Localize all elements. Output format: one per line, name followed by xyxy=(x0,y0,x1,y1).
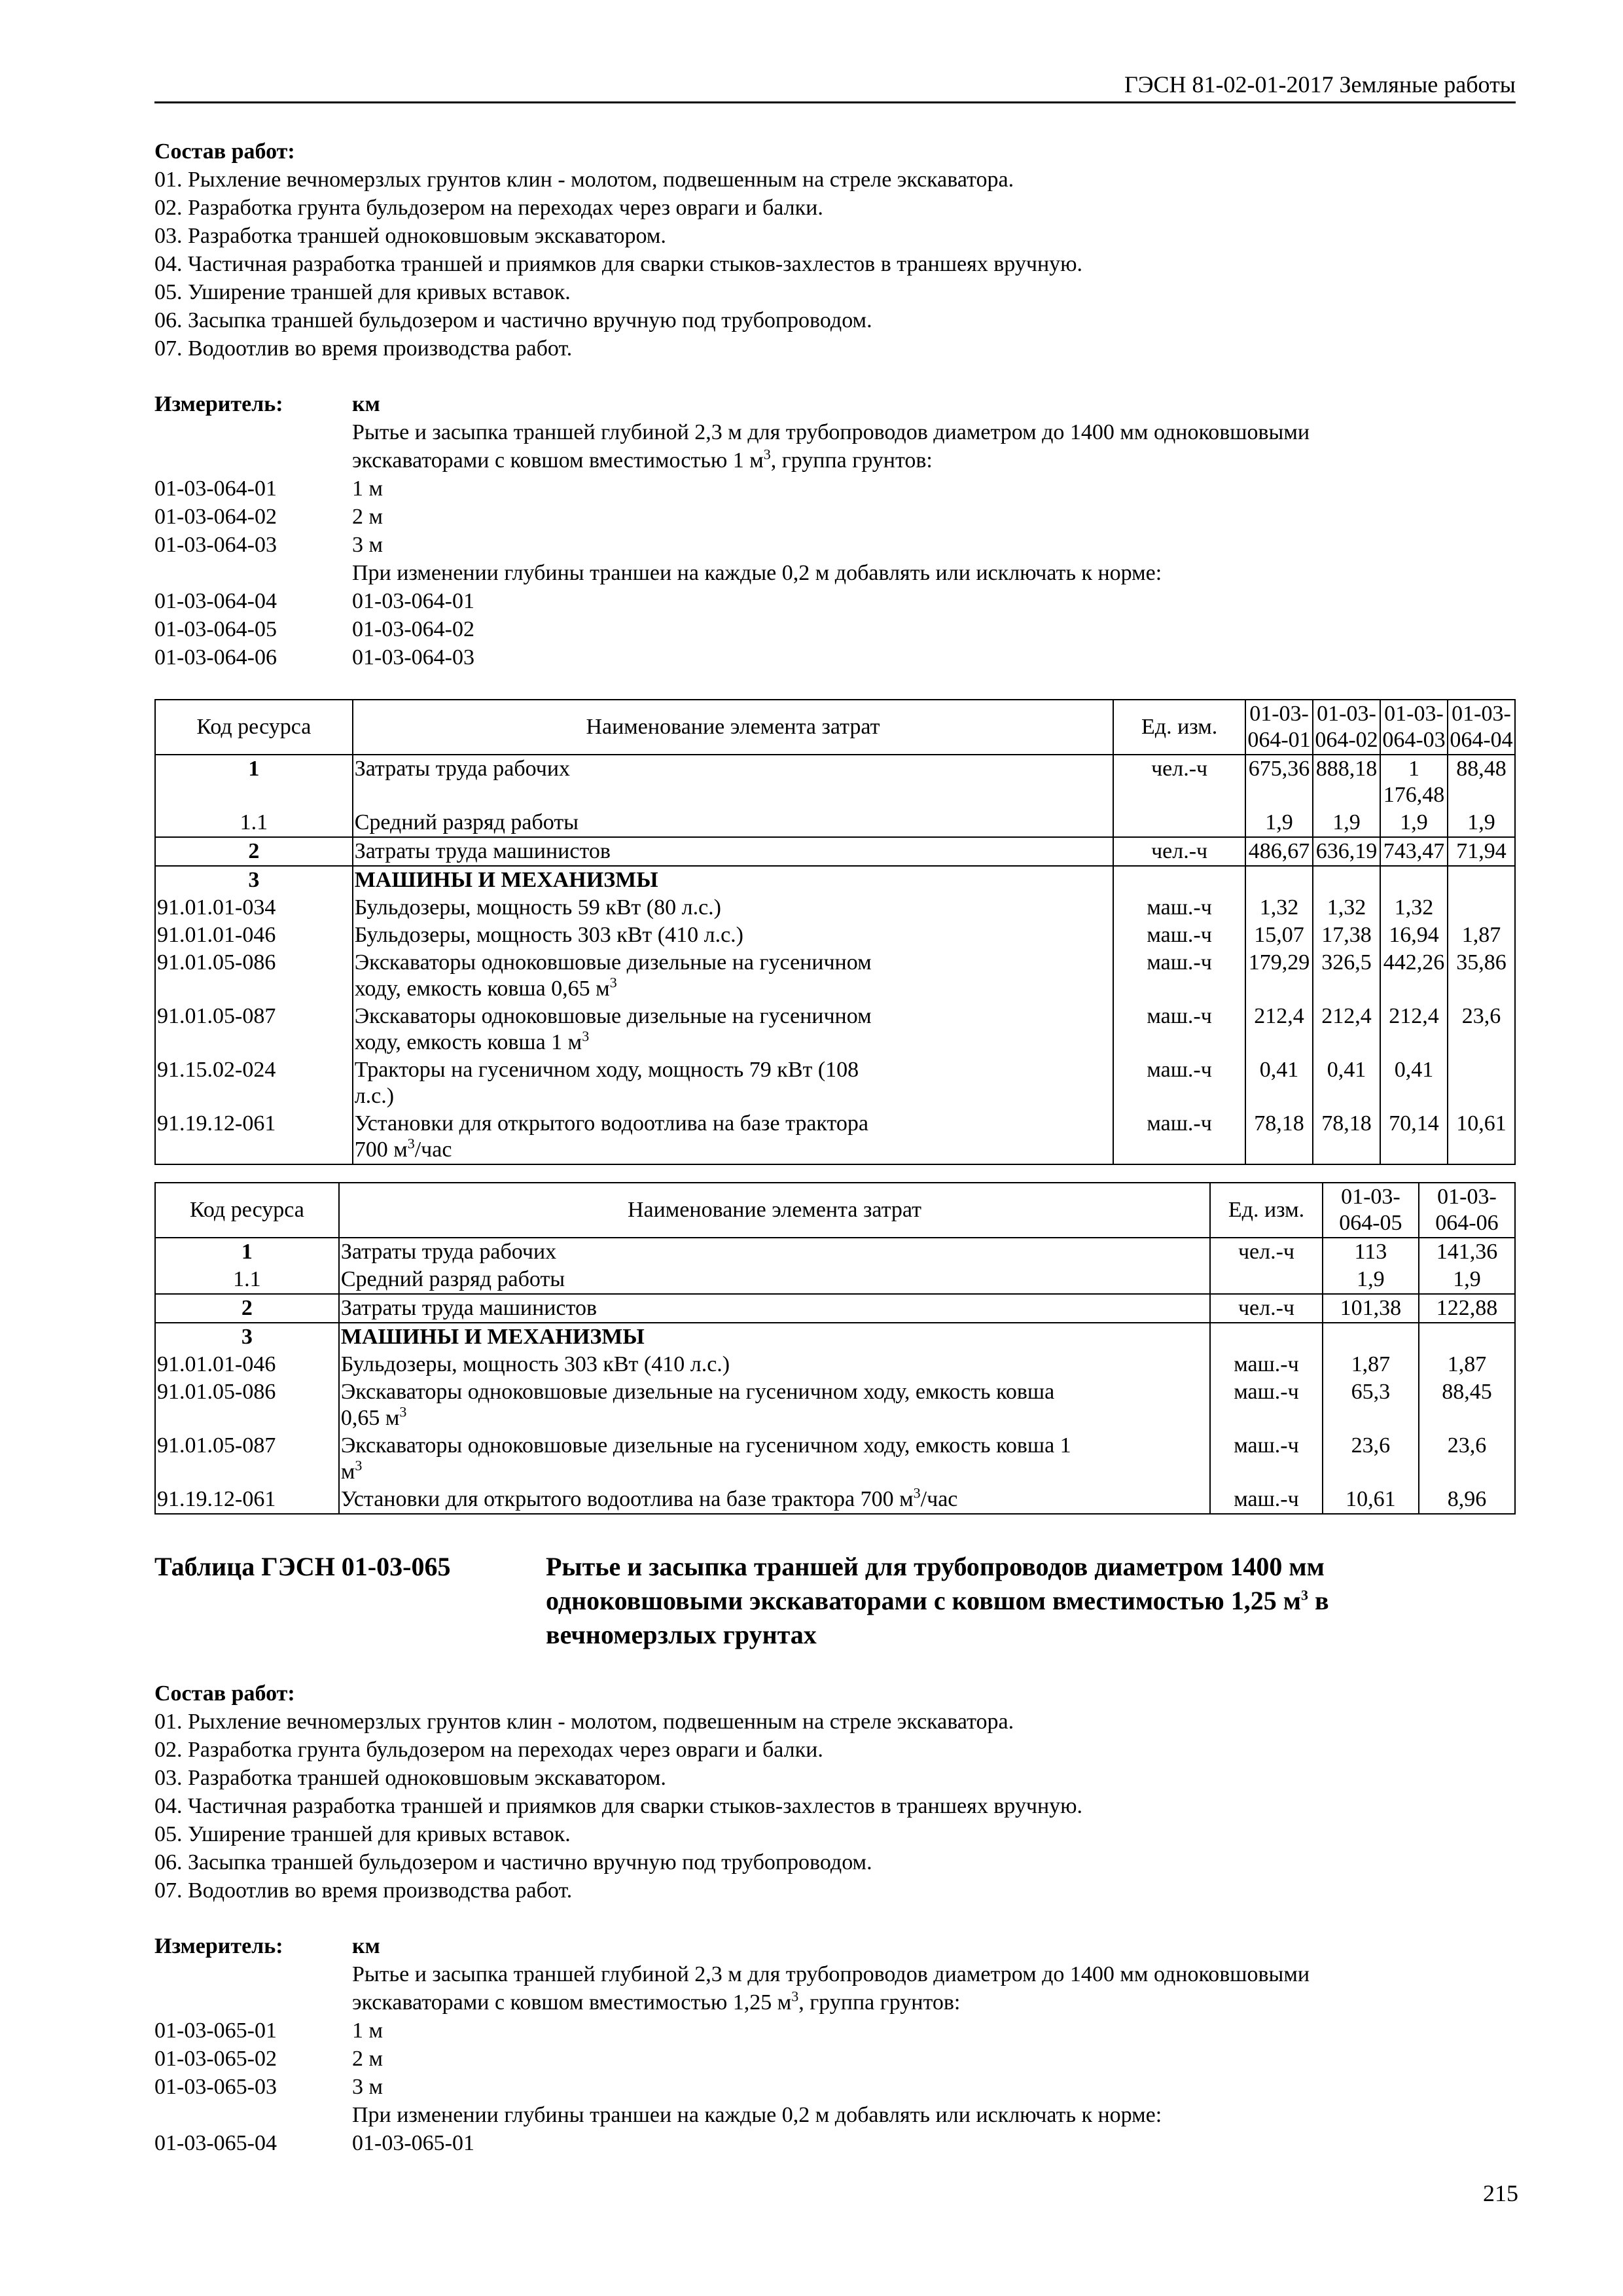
table-cell: 141,36 xyxy=(1419,1238,1515,1266)
table-cell: 179,29 xyxy=(1245,949,1313,1003)
norm-value: 3 м xyxy=(352,533,383,557)
norm-value: 3 м xyxy=(352,2075,383,2099)
table-cell: 1,87 xyxy=(1448,922,1515,949)
table-cell: 1.1 xyxy=(155,809,353,837)
table-cell xyxy=(1448,866,1515,894)
table-cell: маш.-ч xyxy=(1210,1432,1323,1486)
header-norm: 01-03- 064-06 xyxy=(1419,1183,1515,1238)
table-row xyxy=(155,1056,1515,1110)
work-composition-2 xyxy=(154,1679,1516,1905)
meter-label: Измеритель: xyxy=(154,392,283,416)
table-header-row xyxy=(155,1183,1515,1238)
header-norm: 01-03- 064-02 xyxy=(1313,700,1380,755)
table-row xyxy=(155,837,1515,866)
table-header-row xyxy=(155,700,1515,755)
table-cell: 10,61 xyxy=(1323,1486,1419,1514)
work-item: 06. Засыпка траншей бульдозером и частично вручную под трубопроводом. xyxy=(154,1850,872,1874)
table-row xyxy=(155,809,1515,837)
table-cell: 212,4 xyxy=(1380,1003,1448,1056)
table-row xyxy=(155,866,1515,894)
table-cell: Экскаваторы одноковшовые дизельные на гусеничном ходу, емкость ковша 0,65 $м^3$ xyxy=(353,949,1114,1003)
meter-description: Рытье и засыпка траншей глубиной 2,3 м для трубопроводов диаметром до 1400 мм одноковшовыми xyxy=(352,420,1310,444)
meter-unit: км xyxy=(352,1934,380,1958)
work-item: 06. Засыпка траншей бульдозером и частично вручную под трубопроводом. xyxy=(154,308,872,332)
table-cell: Установки для открытого водоотлива на базе трактора 700 $м^3$/час xyxy=(353,1110,1114,1164)
work-item: 07. Водоотлив во время производства работ. xyxy=(154,336,573,361)
table-cell xyxy=(1448,1056,1515,1110)
work-item: 01. Рыхление вечномерзлых грунтов клин - молотом, подвешенным на стреле экскаватора. xyxy=(154,168,1014,192)
table-cell: маш.-ч xyxy=(1210,1486,1323,1514)
table-row xyxy=(155,1486,1515,1514)
table-cell: 71,94 xyxy=(1448,837,1515,866)
table-cell: 10,61 xyxy=(1448,1110,1515,1164)
table-cell xyxy=(1210,1323,1323,1351)
work-composition-1 xyxy=(154,137,1516,363)
table-row xyxy=(155,1432,1515,1486)
table-cell: 91.19.12-061 xyxy=(155,1110,353,1164)
table-cell: маш.-ч xyxy=(1113,1003,1245,1056)
table-cell: 3 xyxy=(155,1323,339,1351)
work-title: Состав работ: xyxy=(154,139,295,164)
table-row xyxy=(155,949,1515,1003)
work-item: 01. Рыхление вечномерзлых грунтов клин - молотом, подвешенным на стреле экскаватора. xyxy=(154,1710,1014,1734)
header-unit: Ед. изм. xyxy=(1113,700,1245,755)
table-row xyxy=(155,1110,1515,1164)
meter-unit: км xyxy=(352,392,380,416)
work-item: 02. Разработка грунта бульдозером на переходах через овраги и балки. xyxy=(154,196,823,220)
table-row xyxy=(155,755,1515,809)
table-cell xyxy=(1245,866,1313,894)
header-norm: 01-03- 064-01 xyxy=(1245,700,1313,755)
work-item: 07. Водоотлив во время производства работ. xyxy=(154,1878,573,1903)
table-cell xyxy=(1313,866,1380,894)
table-cell xyxy=(1113,809,1245,837)
table-cell: 91.01.05-086 xyxy=(155,1378,339,1432)
table-cell: 1,9 xyxy=(1245,809,1313,837)
table-cell: Затраты труда машинистов xyxy=(339,1294,1210,1323)
norm-code: 01-03-064-03 xyxy=(154,533,277,557)
table-cell: маш.-ч xyxy=(1113,894,1245,922)
table-row xyxy=(155,1266,1515,1294)
table-cell: Экскаваторы одноковшовые дизельные на гусеничном ходу, емкость ковша 1 $м^3$ xyxy=(353,1003,1114,1056)
table-cell: 101,38 xyxy=(1323,1294,1419,1323)
meter-block-1 xyxy=(154,390,1516,672)
table-cell: Установки для открытого водоотлива на базе трактора 700 $м^3$/час xyxy=(339,1486,1210,1514)
table-cell: 88,48 xyxy=(1448,755,1515,809)
table-cell: 675,36 xyxy=(1245,755,1313,809)
table-cell: 1,9 xyxy=(1419,1266,1515,1294)
table-cell: 1,32 xyxy=(1380,894,1448,922)
work-item: 05. Уширение траншей для кривых вставок. xyxy=(154,280,571,304)
table-cell: 1,9 xyxy=(1313,809,1380,837)
table-cell: маш.-ч xyxy=(1210,1351,1323,1378)
table-cell: 23,6 xyxy=(1419,1432,1515,1486)
change-note: При изменении глубины траншеи на каждые 0,2 м добавлять или исключать к норме: xyxy=(352,561,1162,585)
table-row xyxy=(155,1323,1515,1351)
resource-table-2 xyxy=(154,1182,1516,1515)
table-cell xyxy=(1210,1266,1323,1294)
meter-description: Рытье и засыпка траншей глубиной 2,3 м для трубопроводов диаметром до 1400 мм одноковшовыми xyxy=(352,1962,1310,1986)
table-cell: 91.01.05-086 xyxy=(155,949,353,1003)
table-cell: 212,4 xyxy=(1245,1003,1313,1056)
header-norm: 01-03- 064-03 xyxy=(1380,700,1448,755)
table-cell: 91.01.05-087 xyxy=(155,1003,353,1056)
table-cell: маш.-ч xyxy=(1210,1378,1323,1432)
work-title: Состав работ: xyxy=(154,1681,295,1706)
table-cell: Затраты труда рабочих xyxy=(339,1238,1210,1266)
norm-value: 2 м xyxy=(352,2047,383,2071)
table-cell: 70,14 xyxy=(1380,1110,1448,1164)
table-row xyxy=(155,1351,1515,1378)
table-cell xyxy=(1448,894,1515,922)
table-cell: 1,32 xyxy=(1245,894,1313,922)
norm-code: 01-03-064-02 xyxy=(154,505,277,529)
table-cell: 17,38 xyxy=(1313,922,1380,949)
table-cell: 326,5 xyxy=(1313,949,1380,1003)
header-code: Код ресурса xyxy=(155,1183,339,1238)
table-cell: 743,47 xyxy=(1380,837,1448,866)
table-cell: 35,86 xyxy=(1448,949,1515,1003)
table-cell: 2 xyxy=(155,837,353,866)
norm-value: 01-03-064-03 xyxy=(352,645,474,670)
norm-code: 01-03-064-06 xyxy=(154,645,277,670)
table-cell: 0,41 xyxy=(1313,1056,1380,1110)
table-cell: Бульдозеры, мощность 59 кВт (80 л.с.) xyxy=(353,894,1114,922)
norm-code: 01-03-065-04 xyxy=(154,2131,277,2155)
norm-code: 01-03-065-02 xyxy=(154,2047,277,2071)
norm-code: 01-03-065-01 xyxy=(154,2018,277,2043)
header-norm: 01-03- 064-04 xyxy=(1448,700,1515,755)
meter-description: экскаваторами с ковшом вместимостью 1 $м^3$, группа грунтов: xyxy=(352,446,933,473)
work-item: 03. Разработка траншей одноковшовым экскаватором. xyxy=(154,224,666,248)
table-cell: 442,26 xyxy=(1380,949,1448,1003)
norm-value: 2 м xyxy=(352,505,383,529)
table-cell: МАШИНЫ И МЕХАНИЗМЫ xyxy=(353,866,1114,894)
table-cell: 1 xyxy=(155,1238,339,1266)
table-cell: 1,32 xyxy=(1313,894,1380,922)
work-item: 05. Уширение траншей для кривых вставок. xyxy=(154,1822,571,1846)
table-cell: МАШИНЫ И МЕХАНИЗМЫ xyxy=(339,1323,1210,1351)
table-cell: 3 xyxy=(155,866,353,894)
work-item: 04. Частичная разработка траншей и приямков для сварки стыков-захлестов в траншеях вручную. xyxy=(154,252,1083,276)
table-cell: 91.15.02-024 xyxy=(155,1056,353,1110)
header-name: Наименование элемента затрат xyxy=(339,1183,1210,1238)
header-code: Код ресурса xyxy=(155,700,353,755)
table-cell: чел.-ч xyxy=(1113,755,1245,809)
table-cell: 1.1 xyxy=(155,1266,339,1294)
norm-value: 01-03-064-02 xyxy=(352,617,474,641)
table-cell: 1,9 xyxy=(1323,1266,1419,1294)
table-cell xyxy=(1380,866,1448,894)
work-item: 02. Разработка грунта бульдозером на переходах через овраги и балки. xyxy=(154,1738,823,1762)
norm-code: 01-03-064-01 xyxy=(154,476,277,501)
change-note: При изменении глубины траншеи на каждые 0,2 м добавлять или исключать к норме: xyxy=(352,2103,1162,2127)
table-cell: 16,94 xyxy=(1380,922,1448,949)
norm-code: 01-03-064-04 xyxy=(154,589,277,613)
table-cell: маш.-ч xyxy=(1113,1110,1245,1164)
table-cell: маш.-ч xyxy=(1113,949,1245,1003)
work-item: 04. Частичная разработка траншей и приямков для сварки стыков-захлестов в траншеях вручную. xyxy=(154,1794,1083,1818)
table-row xyxy=(155,1294,1515,1323)
table-cell: чел.-ч xyxy=(1210,1294,1323,1323)
table-cell: 1,9 xyxy=(1380,809,1448,837)
table-row xyxy=(155,894,1515,922)
page-header xyxy=(154,71,1516,103)
table-cell: 65,3 xyxy=(1323,1378,1419,1432)
table-cell: Средний разряд работы xyxy=(353,809,1114,837)
table-cell: 212,4 xyxy=(1313,1003,1380,1056)
table-row xyxy=(155,1378,1515,1432)
norm-value: 1 м xyxy=(352,476,383,501)
table-cell: Бульдозеры, мощность 303 кВт (410 л.с.) xyxy=(339,1351,1210,1378)
table-cell: 1,9 xyxy=(1448,809,1515,837)
table-cell: 23,6 xyxy=(1323,1432,1419,1486)
table-cell: 122,88 xyxy=(1419,1294,1515,1323)
table-cell: 636,19 xyxy=(1313,837,1380,866)
header-name: Наименование элемента затрат xyxy=(353,700,1114,755)
table-cell: 78,18 xyxy=(1313,1110,1380,1164)
table-row xyxy=(155,1003,1515,1056)
table-cell: 91.01.01-034 xyxy=(155,894,353,922)
table-cell: 8,96 xyxy=(1419,1486,1515,1514)
table-cell: 0,41 xyxy=(1245,1056,1313,1110)
table-row xyxy=(155,922,1515,949)
table-cell: чел.-ч xyxy=(1113,837,1245,866)
table-cell: Затраты труда машинистов xyxy=(353,837,1114,866)
norm-value: 01-03-064-01 xyxy=(352,589,474,613)
norm-code: 01-03-064-05 xyxy=(154,617,277,641)
table-cell xyxy=(1113,866,1245,894)
table-title-text: Рытье и засыпка траншей для трубопроводов диаметром 1400 мм одноковшовыми экскаваторами с ковшом вместимостью 1,25 $м^3$ в вечномерзлых грунтах xyxy=(546,1552,1329,1649)
table-cell: маш.-ч xyxy=(1113,1056,1245,1110)
table-cell: маш.-ч xyxy=(1113,922,1245,949)
table-cell: чел.-ч xyxy=(1210,1238,1323,1266)
table-cell: 0,41 xyxy=(1380,1056,1448,1110)
table-cell: 91.01.01-046 xyxy=(155,922,353,949)
meter-description: экскаваторами с ковшом вместимостью 1,25 $м^3$, группа грунтов: xyxy=(352,1988,961,2015)
norm-value: 01-03-065-01 xyxy=(352,2131,474,2155)
header-unit: Ед. изм. xyxy=(1210,1183,1323,1238)
table-cell: 1,87 xyxy=(1419,1351,1515,1378)
table-cell: 1,87 xyxy=(1323,1351,1419,1378)
table-cell: 23,6 xyxy=(1448,1003,1515,1056)
meter-block-2 xyxy=(154,1932,1516,2157)
table-cell: 486,67 xyxy=(1245,837,1313,866)
table-cell: Тракторы на гусеничном ходу, мощность 79 кВт (108 л.с.) xyxy=(353,1056,1114,1110)
table-cell: 1 xyxy=(155,755,353,809)
table-cell: Затраты труда рабочих xyxy=(353,755,1114,809)
table-cell: Бульдозеры, мощность 303 кВт (410 л.с.) xyxy=(353,922,1114,949)
table-cell: 91.19.12-061 xyxy=(155,1486,339,1514)
table-cell: 15,07 xyxy=(1245,922,1313,949)
table-cell: 888,18 xyxy=(1313,755,1380,809)
norm-code: 01-03-065-03 xyxy=(154,2075,277,2099)
norm-value: 1 м xyxy=(352,2018,383,2043)
table-cell: 113 xyxy=(1323,1238,1419,1266)
page-number: 215 xyxy=(1483,2180,1518,2206)
table-cell: 2 xyxy=(155,1294,339,1323)
table-cell: Экскаваторы одноковшовые дизельные на гусеничном ходу, емкость ковша 1 $м^3$ xyxy=(339,1432,1210,1486)
table-cell: Экскаваторы одноковшовые дизельные на гусеничном ходу, емкость ковша 0,65 $м^3$ xyxy=(339,1378,1210,1432)
resource-table-1 xyxy=(154,699,1516,1165)
table-cell: 78,18 xyxy=(1245,1110,1313,1164)
table-row xyxy=(155,1238,1515,1266)
table-cell: 88,45 xyxy=(1419,1378,1515,1432)
header-title: ГЭСН 81-02-01-2017 Земляные работы xyxy=(1124,71,1516,98)
table-cell xyxy=(1419,1323,1515,1351)
header-norm: 01-03- 064-05 xyxy=(1323,1183,1419,1238)
table-cell: 91.01.01-046 xyxy=(155,1351,339,1378)
table-cell xyxy=(1323,1323,1419,1351)
table-cell: 1 176,48 xyxy=(1380,755,1448,809)
work-item: 03. Разработка траншей одноковшовым экскаватором. xyxy=(154,1766,666,1790)
table-cell: Средний разряд работы xyxy=(339,1266,1210,1294)
meter-label: Измеритель: xyxy=(154,1934,283,1958)
table-cell: 91.01.05-087 xyxy=(155,1432,339,1486)
table-code: Таблица ГЭСН 01-03-065 xyxy=(154,1552,451,1581)
